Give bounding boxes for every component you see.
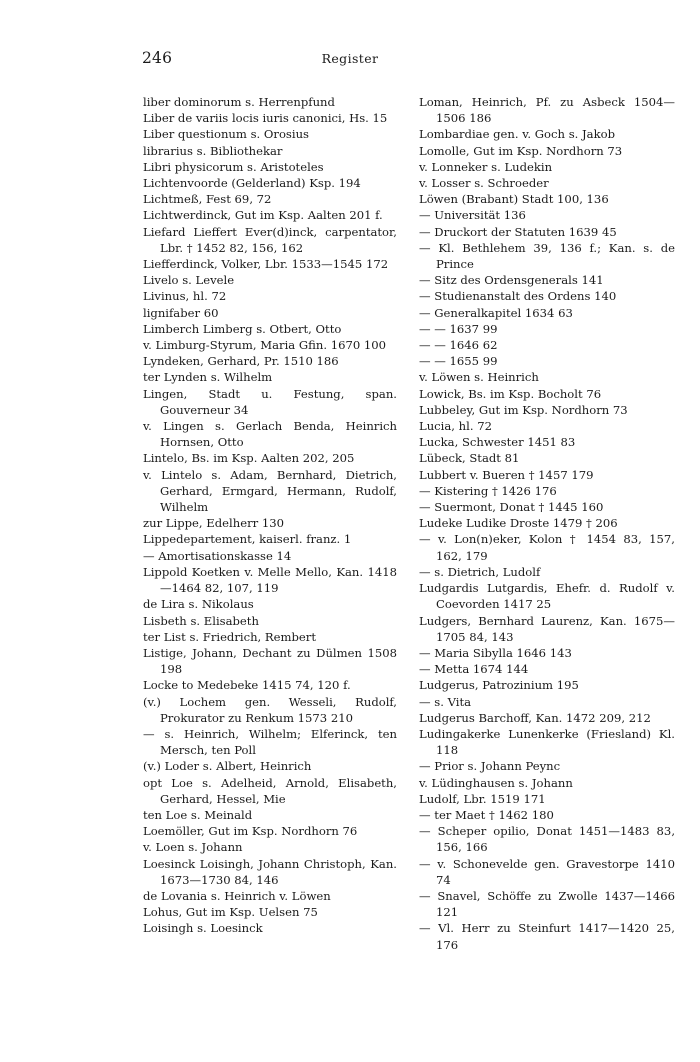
- index-entry: liber dominorum s. Herrenpfund: [143, 95, 335, 109]
- index-entry: — s. Vita: [419, 694, 472, 709]
- index-entry: Liber de variis locis iuris canonici, Hs. 15: [143, 111, 388, 126]
- index-column-right: [419, 94, 675, 953]
- index-entry: — Amortisationskasse 14: [143, 548, 292, 563]
- index-entry: v. Lintelo s. Adam, Bernhard, Dietrich, Gerhard, Ermgard, Hermann, Rudolf, Wilhelm: [143, 467, 397, 515]
- index-entry: Livelo s. Levele: [143, 273, 235, 288]
- index-entry: ter Lynden s. Wilhelm: [143, 370, 273, 385]
- index-entry: Ludolf, Lbr. 1519 171: [419, 791, 546, 806]
- index-entry: — Generalkapitel 1634 63: [419, 305, 573, 320]
- index-entry: de Lira s. Nikolaus: [143, 597, 254, 612]
- index-entry: Lisbeth s. Elisabeth: [143, 613, 259, 628]
- index-entry: Ludgerus Barchoff, Kan. 1472 209, 212: [419, 710, 651, 725]
- index-entry: Listige, Johann, Dechant zu Dülmen 1508 198: [143, 645, 397, 677]
- index-entry: Lingen, Stadt u. Festung, span. Gouverneur 34: [143, 386, 397, 417]
- index-entry: Loman, Heinrich, Pf. zu Asbeck 1504—1506 186: [419, 95, 675, 126]
- index-entry: Locke to Medebeke 1415 74, 120 f.: [143, 678, 351, 693]
- index-entry: Liefferdinck, Volker, Lbr. 1533—1545 172: [143, 257, 389, 272]
- index-entry: — v. Lon(n)eker, Kolon † 1454 83, 157, 162, 179: [419, 532, 675, 563]
- index-entry: — Snavel, Schöffe zu Zwolle 1437—1466 121: [419, 888, 675, 920]
- index-entry: Ludgardis Lutgardis, Ehefr. d. Rudolf v. Coevorden 1417 25: [419, 581, 675, 612]
- index-entry: Lintelo, Bs. im Ksp. Aalten 202, 205: [143, 451, 355, 466]
- index-entry: librarius s. Bibliothekar: [143, 143, 283, 158]
- index-entry: Lichtmeß, Fest 69, 72: [143, 192, 272, 207]
- index-entry: v. Lingen s. Gerlach Benda, Heinrich Hornsen, Otto: [143, 419, 397, 450]
- index-entry: — Druckort der Statuten 1639 45: [419, 224, 617, 239]
- index-entry: Liefard Lieffert Ever(d)inck, carpentator, Lbr. † 1452 82, 156, 162: [143, 224, 397, 255]
- index-entry: — v. Schonevelde gen. Gravestorpe 1410 74: [419, 856, 675, 887]
- index-entry: Ludgers, Bernhard Laurenz, Kan. 1675—1705 84, 143: [419, 613, 675, 644]
- index-entry: — Scheper opilio, Donat 1451—1483 83, 156, 166: [419, 824, 675, 855]
- index-entry: v. Loen s. Johann: [143, 840, 243, 855]
- index-entry: — — 1655 99: [419, 354, 498, 369]
- index-entry: Ludingakerke Lunenkerke (Friesland) Kl. 118: [419, 726, 675, 758]
- page-number: 246: [142, 49, 173, 67]
- index-entry: ter List s. Friedrich, Rembert: [143, 629, 316, 644]
- index-entry: Lichtenvoorde (Gelderland) Ksp. 194: [143, 176, 361, 191]
- index-entry: Limberch Limberg s. Otbert, Otto: [143, 321, 342, 336]
- index-entry: Lubbert v. Bueren † 1457 179: [419, 467, 594, 482]
- index-entry: Lippold Koetken v. Melle Mello, Kan. 1418—1464 82, 107, 119: [143, 564, 397, 596]
- index-entry: (v.) Loder s. Albert, Heinrich: [143, 759, 312, 774]
- running-head: Register: [321, 51, 379, 66]
- index-entry: Lippedepartement, kaiserl. franz. 1: [143, 532, 352, 547]
- index-entry: de Lovania s. Heinrich v. Löwen: [143, 888, 331, 903]
- index-entry: — Metta 1674 144: [419, 662, 529, 677]
- index-entry: v. Löwen s. Heinrich: [419, 370, 539, 385]
- index-entry: ten Loe s. Meinald: [143, 807, 253, 822]
- index-entry: zur Lippe, Edelherr 130: [143, 516, 284, 531]
- index-entry: Lombardiae gen. v. Goch s. Jakob: [419, 127, 615, 142]
- index-column-left: [143, 94, 397, 937]
- index-entry: — Kl. Bethlehem 39, 136 f.; Kan. s. de Prince: [419, 240, 675, 272]
- index-entry: — Vl. Herr zu Steinfurt 1417—1420 25, 176: [419, 921, 675, 952]
- index-entry: Loisingh s. Loesinck: [143, 921, 263, 936]
- index-entry: opt Loe s. Adelheid, Arnold, Elisabeth, Gerhard, Hessel, Mie: [143, 775, 397, 806]
- index-entry: Libri physicorum s. Aristoteles: [143, 159, 324, 174]
- index-entry: Lichtwerdinck, Gut im Ksp. Aalten 201 f.: [143, 208, 383, 223]
- index-entry: Lübeck, Stadt 81: [419, 451, 520, 466]
- index-entry: v. Lüdinghausen s. Johann: [419, 775, 573, 790]
- index-entry: — Sitz des Ordensgenerals 141: [419, 273, 604, 288]
- index-entry: Liber questionum s. Orosius: [143, 127, 309, 142]
- index-entry: v. Lonneker s. Ludekin: [419, 159, 553, 174]
- index-entry: — s. Dietrich, Ludolf: [419, 564, 541, 579]
- index-entry: — Universität 136: [419, 208, 526, 223]
- index-entry: — Prior s. Johann Peync: [419, 759, 561, 774]
- index-entry: — Maria Sibylla 1646 143: [419, 645, 572, 660]
- index-entry: Ludeke Ludike Droste 1479 † 206: [419, 516, 618, 531]
- index-entry: — Suermont, Donat † 1445 160: [419, 500, 604, 515]
- index-entry: Lucia, hl. 72: [419, 419, 492, 434]
- index-entry: Lubbeley, Gut im Ksp. Nordhorn 73: [419, 402, 628, 417]
- index-entry: — s. Heinrich, Wilhelm; Elferinck, ten Mersch, ten Poll: [143, 726, 397, 758]
- index-entry: v. Losser s. Schroeder: [419, 176, 549, 191]
- index-entry: (v.) Lochem gen. Wesseli, Rudolf, Prokurator zu Renkum 1573 210: [143, 694, 397, 725]
- index-entry: Lyndeken, Gerhard, Pr. 1510 186: [143, 354, 339, 369]
- index-entry: Ludgerus, Patrozinium 195: [419, 678, 579, 693]
- index-entry: lignifaber 60: [143, 305, 219, 320]
- index-entry: Lohus, Gut im Ksp. Uelsen 75: [143, 905, 318, 920]
- index-entry: — Studienanstalt des Ordens 140: [419, 289, 617, 304]
- index-entry: — ter Maet † 1462 180: [419, 807, 554, 822]
- index-entry: — — 1646 62: [419, 338, 498, 353]
- index-entry: Lowick, Bs. im Ksp. Bocholt 76: [419, 386, 602, 401]
- index-entry: Lomolle, Gut im Ksp. Nordhorn 73: [419, 143, 623, 158]
- index-entry: v. Limburg-Styrum, Maria Gfin. 1670 100: [143, 338, 387, 353]
- index-entry: Loesinck Loisingh, Johann Christoph, Kan. 1673—1730 84, 146: [143, 856, 397, 887]
- index-entry: Loemöller, Gut im Ksp. Nordhorn 76: [143, 824, 358, 839]
- index-entry: — Kistering † 1426 176: [419, 483, 557, 498]
- index-entry: Lucka, Schwester 1451 83: [419, 435, 576, 450]
- index-entry: — — 1637 99: [419, 321, 498, 336]
- index-entry: Livinus, hl. 72: [143, 289, 227, 304]
- index-entry: Löwen (Brabant) Stadt 100, 136: [419, 192, 609, 207]
